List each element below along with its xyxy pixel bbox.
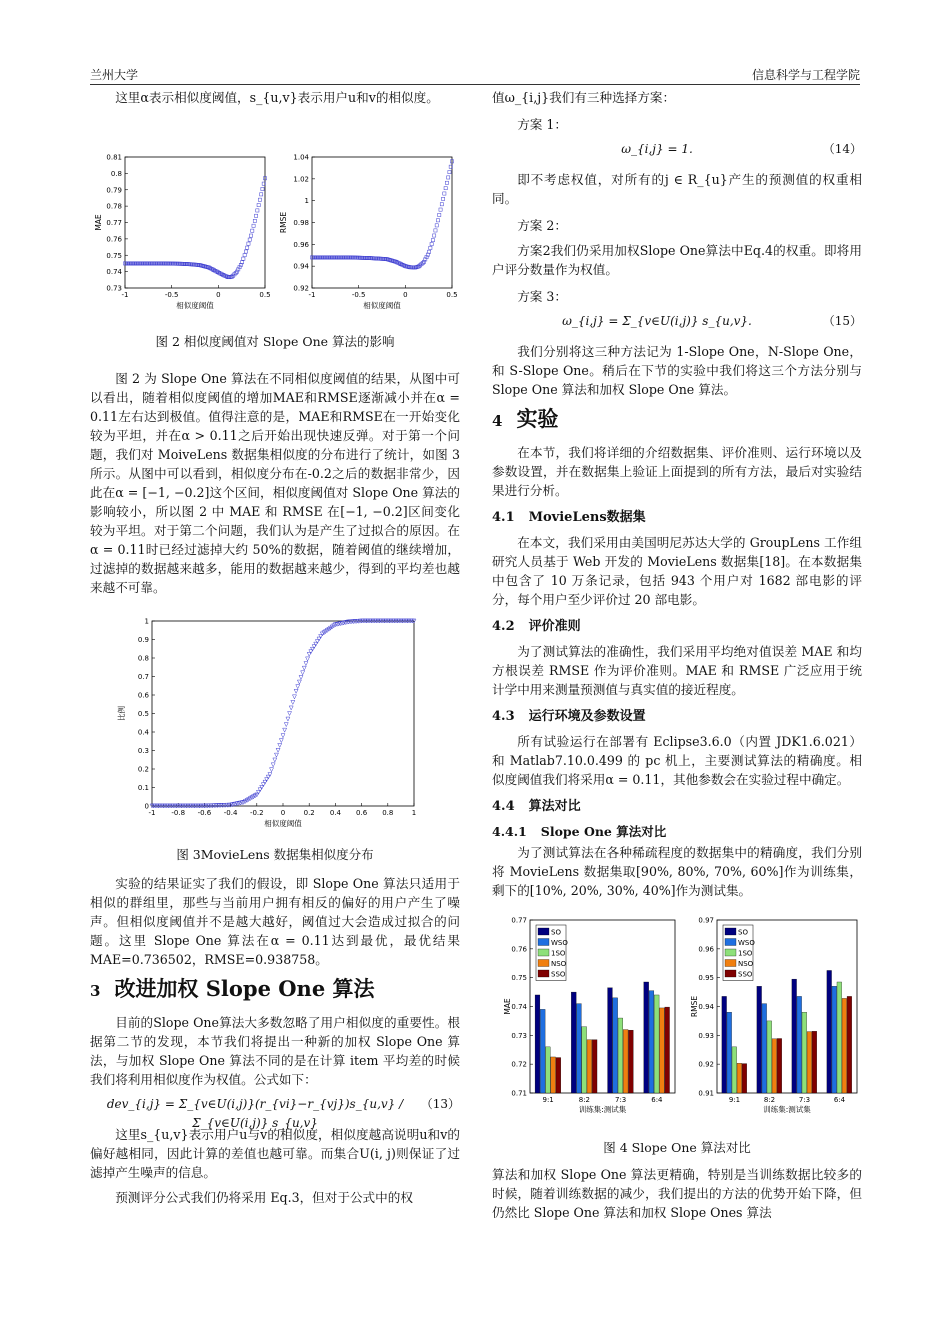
x-tick-label: 0.8 bbox=[382, 809, 394, 817]
legend-label: 1SO bbox=[551, 949, 566, 958]
x-tick-label: 7:3 bbox=[614, 1096, 627, 1104]
x-axis-label: 训练集:测试集 bbox=[763, 1105, 811, 1114]
x-tick-label: 0 bbox=[403, 291, 408, 299]
bar bbox=[832, 986, 837, 1093]
bar bbox=[732, 1047, 737, 1093]
bar bbox=[757, 986, 762, 1093]
subsection-title: 运行环境及参数设置 bbox=[528, 709, 646, 724]
figure-4 bbox=[492, 914, 862, 1134]
y-tick-label: 0.7 bbox=[137, 673, 149, 681]
equation-body: ω_{i,j} = 1. bbox=[621, 142, 693, 156]
x-tick-label: 0.2 bbox=[303, 809, 315, 817]
y-tick-label: 1 bbox=[304, 197, 309, 206]
x-tick-label: 0.6 bbox=[356, 809, 368, 817]
x-tick-label: 9:1 bbox=[542, 1096, 554, 1104]
equation-number: （15） bbox=[822, 314, 862, 328]
bar bbox=[665, 1007, 670, 1093]
figure-3-caption: 图 3MovieLens 数据集相似度分布 bbox=[176, 847, 374, 862]
bar bbox=[767, 1021, 772, 1093]
section-3-heading bbox=[90, 976, 460, 1001]
y-tick-label: 0.76 bbox=[106, 235, 122, 244]
paragraph: 算法和加权 Slope One 算法更精确，特别是当训练数据比较多的时候，随着训练数据的减少，我们提出的方法的优势开始下降，但仍然比 Slope One 算法和加权 Slope Ones 算法 bbox=[492, 1167, 862, 1220]
y-tick-label: 0.9 bbox=[137, 636, 149, 644]
x-axis-label: 相似度阈值 bbox=[264, 819, 302, 828]
equation-number: （13） bbox=[420, 1097, 460, 1111]
bar bbox=[613, 998, 618, 1093]
paragraph: 所有试验运行在部署有 Eclipse3.6.0（内置 JDK1.6.021）和 Matlab7.10.0.499 的 pc 机上，主要测试算法的精确度。相似度阈值我们将采用α = 0.11，其他参数会在实验过程中确定。 bbox=[492, 734, 862, 787]
legend-swatch bbox=[538, 939, 549, 946]
y-tick-label: 0.96 bbox=[293, 240, 309, 249]
bar bbox=[582, 1027, 587, 1093]
y-axis-label: MAE bbox=[94, 214, 103, 231]
y-tick-label: 0.8 bbox=[137, 654, 149, 663]
option-label: 方案 1： bbox=[517, 117, 567, 132]
bar bbox=[644, 982, 649, 1093]
bar bbox=[812, 1031, 817, 1093]
subsection-title: 算法对比 bbox=[528, 799, 581, 814]
paragraph: 实验的结果证实了我们的假设，即 Slope One 算法只适用于相似的群组里，那些与当前用户拥有相反的偏好的用户产生了噪声。但相似度阈值并不是越大越好，阈值过大会造成过拟合的问题。这里 Slope One 算法在α = 0.11达到最优，最优结果 MAE=0.736502，RMSE=0.938758。 bbox=[90, 876, 460, 967]
y-axis-label: MAE bbox=[503, 998, 512, 1015]
subsubsection-title: Slope One 算法对比 bbox=[540, 824, 667, 839]
header-left: 兰州大学 bbox=[90, 68, 139, 82]
x-tick-label: -1 bbox=[308, 291, 316, 299]
bar bbox=[628, 1030, 633, 1093]
y-tick-label: 0.96 bbox=[698, 945, 714, 954]
bar bbox=[802, 1012, 807, 1093]
fig2-charts bbox=[90, 113, 460, 323]
y-tick-label: 0.94 bbox=[698, 1003, 714, 1011]
plot-frame bbox=[152, 621, 414, 806]
bar bbox=[792, 979, 797, 1093]
x-tick-label: 6:4 bbox=[833, 1096, 846, 1104]
legend-label: WSO bbox=[738, 939, 755, 947]
figure-4-caption: 图 4 Slope One 算法对比 bbox=[603, 1140, 751, 1155]
equation-number: （14） bbox=[822, 142, 862, 156]
equation-14 bbox=[492, 140, 862, 164]
x-tick-label: 8:2 bbox=[763, 1096, 776, 1104]
bar bbox=[546, 1047, 551, 1093]
right-column bbox=[492, 88, 862, 1228]
legend-label: SO bbox=[738, 928, 748, 937]
subsection-4-2-heading bbox=[492, 617, 862, 636]
x-tick-label: -0.5 bbox=[351, 291, 366, 299]
section-title: 实验 bbox=[516, 406, 559, 431]
paragraph: 这里α表示相似度阈值，s_{u,v}表示用户u和v的相似度。 bbox=[115, 90, 439, 105]
subsection-number: 4.4 bbox=[492, 799, 515, 814]
left-column bbox=[90, 88, 460, 1213]
y-tick-label: 0.76 bbox=[511, 945, 527, 954]
option-label: 方案 2： bbox=[517, 218, 567, 233]
figure-2-caption: 图 2 相似度阈值对 Slope One 算法的影响 bbox=[155, 334, 395, 349]
y-tick-label: 0.79 bbox=[106, 186, 122, 195]
figure-2 bbox=[90, 113, 460, 328]
y-tick-label: 0.92 bbox=[293, 284, 309, 293]
y-tick-label: 0.93 bbox=[698, 1031, 714, 1040]
y-tick-label: 0.81 bbox=[106, 153, 122, 162]
y-tick-label: 0.6 bbox=[137, 691, 149, 700]
legend-label: 1SO bbox=[738, 949, 753, 958]
x-tick-label: 0 bbox=[280, 809, 286, 817]
bar bbox=[592, 1040, 597, 1093]
paragraph: 值ω_{i,j}我们有三种选择方案： bbox=[492, 90, 676, 105]
x-tick-label: -1 bbox=[121, 291, 129, 299]
bar bbox=[540, 1009, 545, 1093]
y-tick-label: 1.02 bbox=[293, 175, 309, 184]
section-4-heading bbox=[492, 406, 862, 431]
legend-label: SSO bbox=[738, 970, 753, 979]
paragraph: 我们分别将这三种方法记为 1-Slope One，N-Slope One，和 S-Slope One。稍后在下节的实验中我们将这三个方法分别与 Slope One 算法和加权 Slope One 算法。 bbox=[492, 344, 862, 397]
y-tick-label: 1 bbox=[144, 617, 149, 626]
x-tick-label: 0.4 bbox=[329, 809, 341, 817]
subsection-4-3-heading bbox=[492, 707, 862, 726]
equation-body: dev_{i,j} = Σ_{v∈U(i,j)}(r_{vi}−r_{vj})s_{u,v} / Σ_{v∈U(i,j)} s_{u,v} bbox=[106, 1097, 404, 1130]
bar bbox=[777, 1039, 782, 1093]
x-tick-label: 1 bbox=[411, 809, 417, 817]
x-tick-label: 0 bbox=[216, 291, 221, 299]
y-tick-label: 0.8 bbox=[110, 169, 122, 178]
paragraph: 在本节，我们将详细的介绍数据集、评价准则、运行环境以及参数设置，并在数据集上验证上面提到的所有方法，最后对实验结果进行分析。 bbox=[492, 445, 862, 498]
option-label: 方案 3： bbox=[517, 289, 567, 304]
bar bbox=[618, 1018, 623, 1093]
plot-frame bbox=[312, 157, 452, 288]
bar bbox=[827, 970, 832, 1093]
bar bbox=[654, 995, 659, 1093]
x-tick-label: -1 bbox=[148, 809, 156, 817]
legend-label: NSO bbox=[738, 960, 754, 968]
y-tick-label: 0.92 bbox=[698, 1060, 714, 1069]
x-tick-label: -0.8 bbox=[171, 809, 186, 817]
figure-3 bbox=[90, 611, 460, 841]
y-tick-label: 0.3 bbox=[137, 747, 149, 755]
bar bbox=[762, 1004, 767, 1093]
x-tick-label: -0.6 bbox=[197, 809, 212, 817]
y-tick-label: 0.4 bbox=[137, 728, 149, 737]
fig4-charts bbox=[492, 914, 862, 1129]
subsection-title: 评价准则 bbox=[528, 619, 581, 634]
y-tick-label: 0.91 bbox=[698, 1089, 714, 1098]
legend-label: WSO bbox=[551, 939, 568, 947]
bar bbox=[551, 1057, 556, 1093]
y-tick-label: 0.74 bbox=[106, 268, 122, 277]
x-tick-label: -0.5 bbox=[164, 291, 179, 299]
y-tick-label: 0.77 bbox=[511, 916, 527, 925]
x-tick-label: 8:2 bbox=[578, 1096, 591, 1104]
paragraph: 为了测试算法在各种稀疏程度的数据集中的精确度，我们分别将 MovieLens 数据集取[90%, 80%, 70%, 60%]作为训练集，剩下的[10%, 20%, 30%, 40%]作为测试集。 bbox=[492, 845, 862, 898]
x-tick-label: 7:3 bbox=[798, 1096, 811, 1104]
bar bbox=[727, 1012, 732, 1093]
equation-body: ω_{i,j} = Σ_{v∈U(i,j)} s_{u,v}. bbox=[562, 314, 752, 328]
legend-swatch bbox=[538, 928, 549, 935]
subsection-number: 4.2 bbox=[492, 619, 515, 634]
paragraph: 即不考虑权值，对所有的j ∈ R_{u}产生的预测值的权重相同。 bbox=[492, 172, 862, 206]
x-tick-label: 6:4 bbox=[651, 1096, 663, 1104]
y-tick-label: 0.74 bbox=[511, 1003, 527, 1011]
bar bbox=[623, 1030, 628, 1093]
legend-swatch bbox=[538, 949, 549, 956]
legend-swatch bbox=[538, 960, 549, 967]
y-tick-label: 0.72 bbox=[511, 1060, 527, 1069]
legend-label: SSO bbox=[551, 970, 566, 979]
header-right: 信息科学与工程学院 bbox=[751, 68, 860, 82]
paragraph: 预测评分公式我们仍将采用 Eq.3，但对于公式中的权 bbox=[115, 1190, 413, 1205]
equation-15 bbox=[492, 312, 862, 336]
y-tick-label: 0.1 bbox=[137, 784, 149, 792]
x-tick-label: -0.4 bbox=[223, 809, 238, 817]
bar bbox=[797, 996, 802, 1093]
x-axis-label: 训练集:测试集 bbox=[578, 1105, 627, 1114]
x-tick-label: 0.5 bbox=[446, 291, 458, 299]
x-tick-label: -0.2 bbox=[249, 809, 264, 817]
bar bbox=[722, 996, 727, 1093]
subsection-number: 4.3 bbox=[492, 709, 515, 724]
y-tick-label: 0.2 bbox=[137, 765, 149, 774]
bar bbox=[577, 1004, 582, 1093]
subsubsection-4-4-1-heading bbox=[492, 822, 862, 841]
subsection-4-4-heading bbox=[492, 797, 862, 816]
y-axis-label: RMSE bbox=[279, 211, 288, 234]
section-number: 4 bbox=[492, 412, 503, 430]
bar bbox=[842, 998, 847, 1093]
y-tick-label: 0.73 bbox=[106, 284, 122, 293]
y-tick-label: 0.94 bbox=[293, 262, 309, 271]
paragraph: 目前的Slope One算法大多数忽略了用户相似度的重要性。根据第二节的发现，本节我们将提出一种新的加权 Slope One 算法，与加权 Slope One 算法不同的是在计算 item 平均差的时候我们将利用相似度作为权值。公式如下： bbox=[90, 1015, 460, 1087]
y-tick-label: 0.77 bbox=[106, 219, 122, 227]
bar bbox=[571, 992, 576, 1093]
y-tick-label: 0 bbox=[144, 802, 149, 811]
y-axis-label: 比例 bbox=[117, 706, 126, 721]
x-tick-label: 9:1 bbox=[728, 1096, 741, 1104]
y-tick-label: 1.04 bbox=[293, 153, 309, 162]
subsection-4-1-heading bbox=[492, 508, 862, 527]
bar bbox=[649, 991, 654, 1093]
page-header bbox=[90, 66, 860, 85]
subsection-number: 4.1 bbox=[492, 510, 515, 525]
plot-frame bbox=[125, 157, 265, 288]
paragraph: 方案2我们仍采用加权Slope One算法中Eq.4的权重。即将用户评分数量作为权值。 bbox=[492, 243, 862, 277]
paragraph: 图 2 为 Slope One 算法在不同相似度阈值的结果，从图中可以看出，随着相似度阈值的增加MAE和RMSE逐渐减小并在α = 0.11左右达到极值。值得注意的是，MAE和RMSE在一开始变化较为平坦，并在α > 0.11之后开始出现快速反弹。对于第一个问题，我们对 MoiveLens 数据集相似度的分布进行了统计，如图 3 所示。从图中可以看到，相似度分布在-0.2之后的数据非常少，因此在α = [−1, −0.2]这个区间，相似度阈值对 Slope One 算法的影响较小，所以图 2 中 MAE 和 RMSE 在[−1, −0.2]区间变化较为平坦。对于第二个问题，我们认为是产生了过拟合的原因。在α = 0.11时已经过滤掉大约 50%的数据，随着阈值的继续增加，过滤掉的数据越来越多，能用的数据越来越少，得到的平均差也越来越不可靠。 bbox=[90, 371, 460, 595]
y-tick-label: 0.5 bbox=[137, 710, 149, 718]
fig3-chart bbox=[90, 611, 460, 836]
legend-label: SO bbox=[551, 928, 561, 937]
y-tick-label: 0.97 bbox=[698, 916, 714, 925]
subsection-title: MovieLens数据集 bbox=[528, 510, 646, 525]
bar bbox=[556, 1058, 561, 1093]
y-tick-label: 0.78 bbox=[106, 202, 122, 211]
section-title: 改进加权 Slope One 算法 bbox=[114, 976, 375, 1001]
equation-13 bbox=[90, 1095, 460, 1130]
y-tick-label: 0.73 bbox=[511, 1031, 527, 1040]
y-tick-label: 0.71 bbox=[511, 1089, 527, 1098]
y-tick-label: 0.95 bbox=[698, 974, 714, 983]
paragraph: 在本文，我们采用由美国明尼苏达大学的 GroupLens 工作组研究人员基于 Web 开发的 MovieLens 数据集[18]。在本数据集中包含了 10 万条记录，包括 943 个用户对 1682 部电影的评分，每个用户至少评价过 20 部电影。 bbox=[492, 535, 862, 607]
legend-swatch bbox=[725, 949, 736, 956]
bar bbox=[587, 1040, 592, 1093]
bar bbox=[837, 982, 842, 1093]
bar bbox=[737, 1063, 742, 1093]
bar bbox=[807, 1032, 812, 1093]
paragraph: 这里s_{u,v}表示用户u与v的相似度，相似度越高说明u和v的偏好越相同，因此计算的差值也越可靠。而集合U(i, j)则保证了过滤掉产生噪声的信息。 bbox=[90, 1127, 460, 1180]
section-number: 3 bbox=[90, 982, 101, 1000]
y-tick-label: 0.98 bbox=[293, 219, 309, 227]
y-tick-label: 0.75 bbox=[511, 974, 527, 983]
y-tick-label: 0.75 bbox=[106, 251, 122, 260]
bar bbox=[847, 996, 852, 1093]
legend-swatch bbox=[725, 960, 736, 967]
subsubsection-number: 4.4.1 bbox=[492, 824, 527, 839]
y-axis-label: RMSE bbox=[690, 995, 699, 1018]
legend-swatch bbox=[538, 970, 549, 977]
legend-label: NSO bbox=[551, 960, 567, 968]
bar bbox=[742, 1064, 747, 1093]
x-axis-label: 相似度阈值 bbox=[176, 301, 214, 310]
legend-swatch bbox=[725, 939, 736, 946]
bar bbox=[659, 1008, 664, 1093]
x-tick-label: 0.5 bbox=[259, 291, 271, 299]
bar bbox=[608, 988, 613, 1093]
legend-swatch bbox=[725, 928, 736, 935]
bar bbox=[535, 995, 540, 1093]
x-axis-label: 相似度阈值 bbox=[363, 301, 401, 310]
paragraph: 为了测试算法的准确性，我们采用平均绝对值误差 MAE 和均方根误差 RMSE 作为评价准则。MAE 和 RMSE 广泛应用于统计学中用来测量预测值与真实值的接近程度。 bbox=[492, 644, 862, 697]
bar bbox=[772, 1039, 777, 1093]
legend-swatch bbox=[725, 970, 736, 977]
